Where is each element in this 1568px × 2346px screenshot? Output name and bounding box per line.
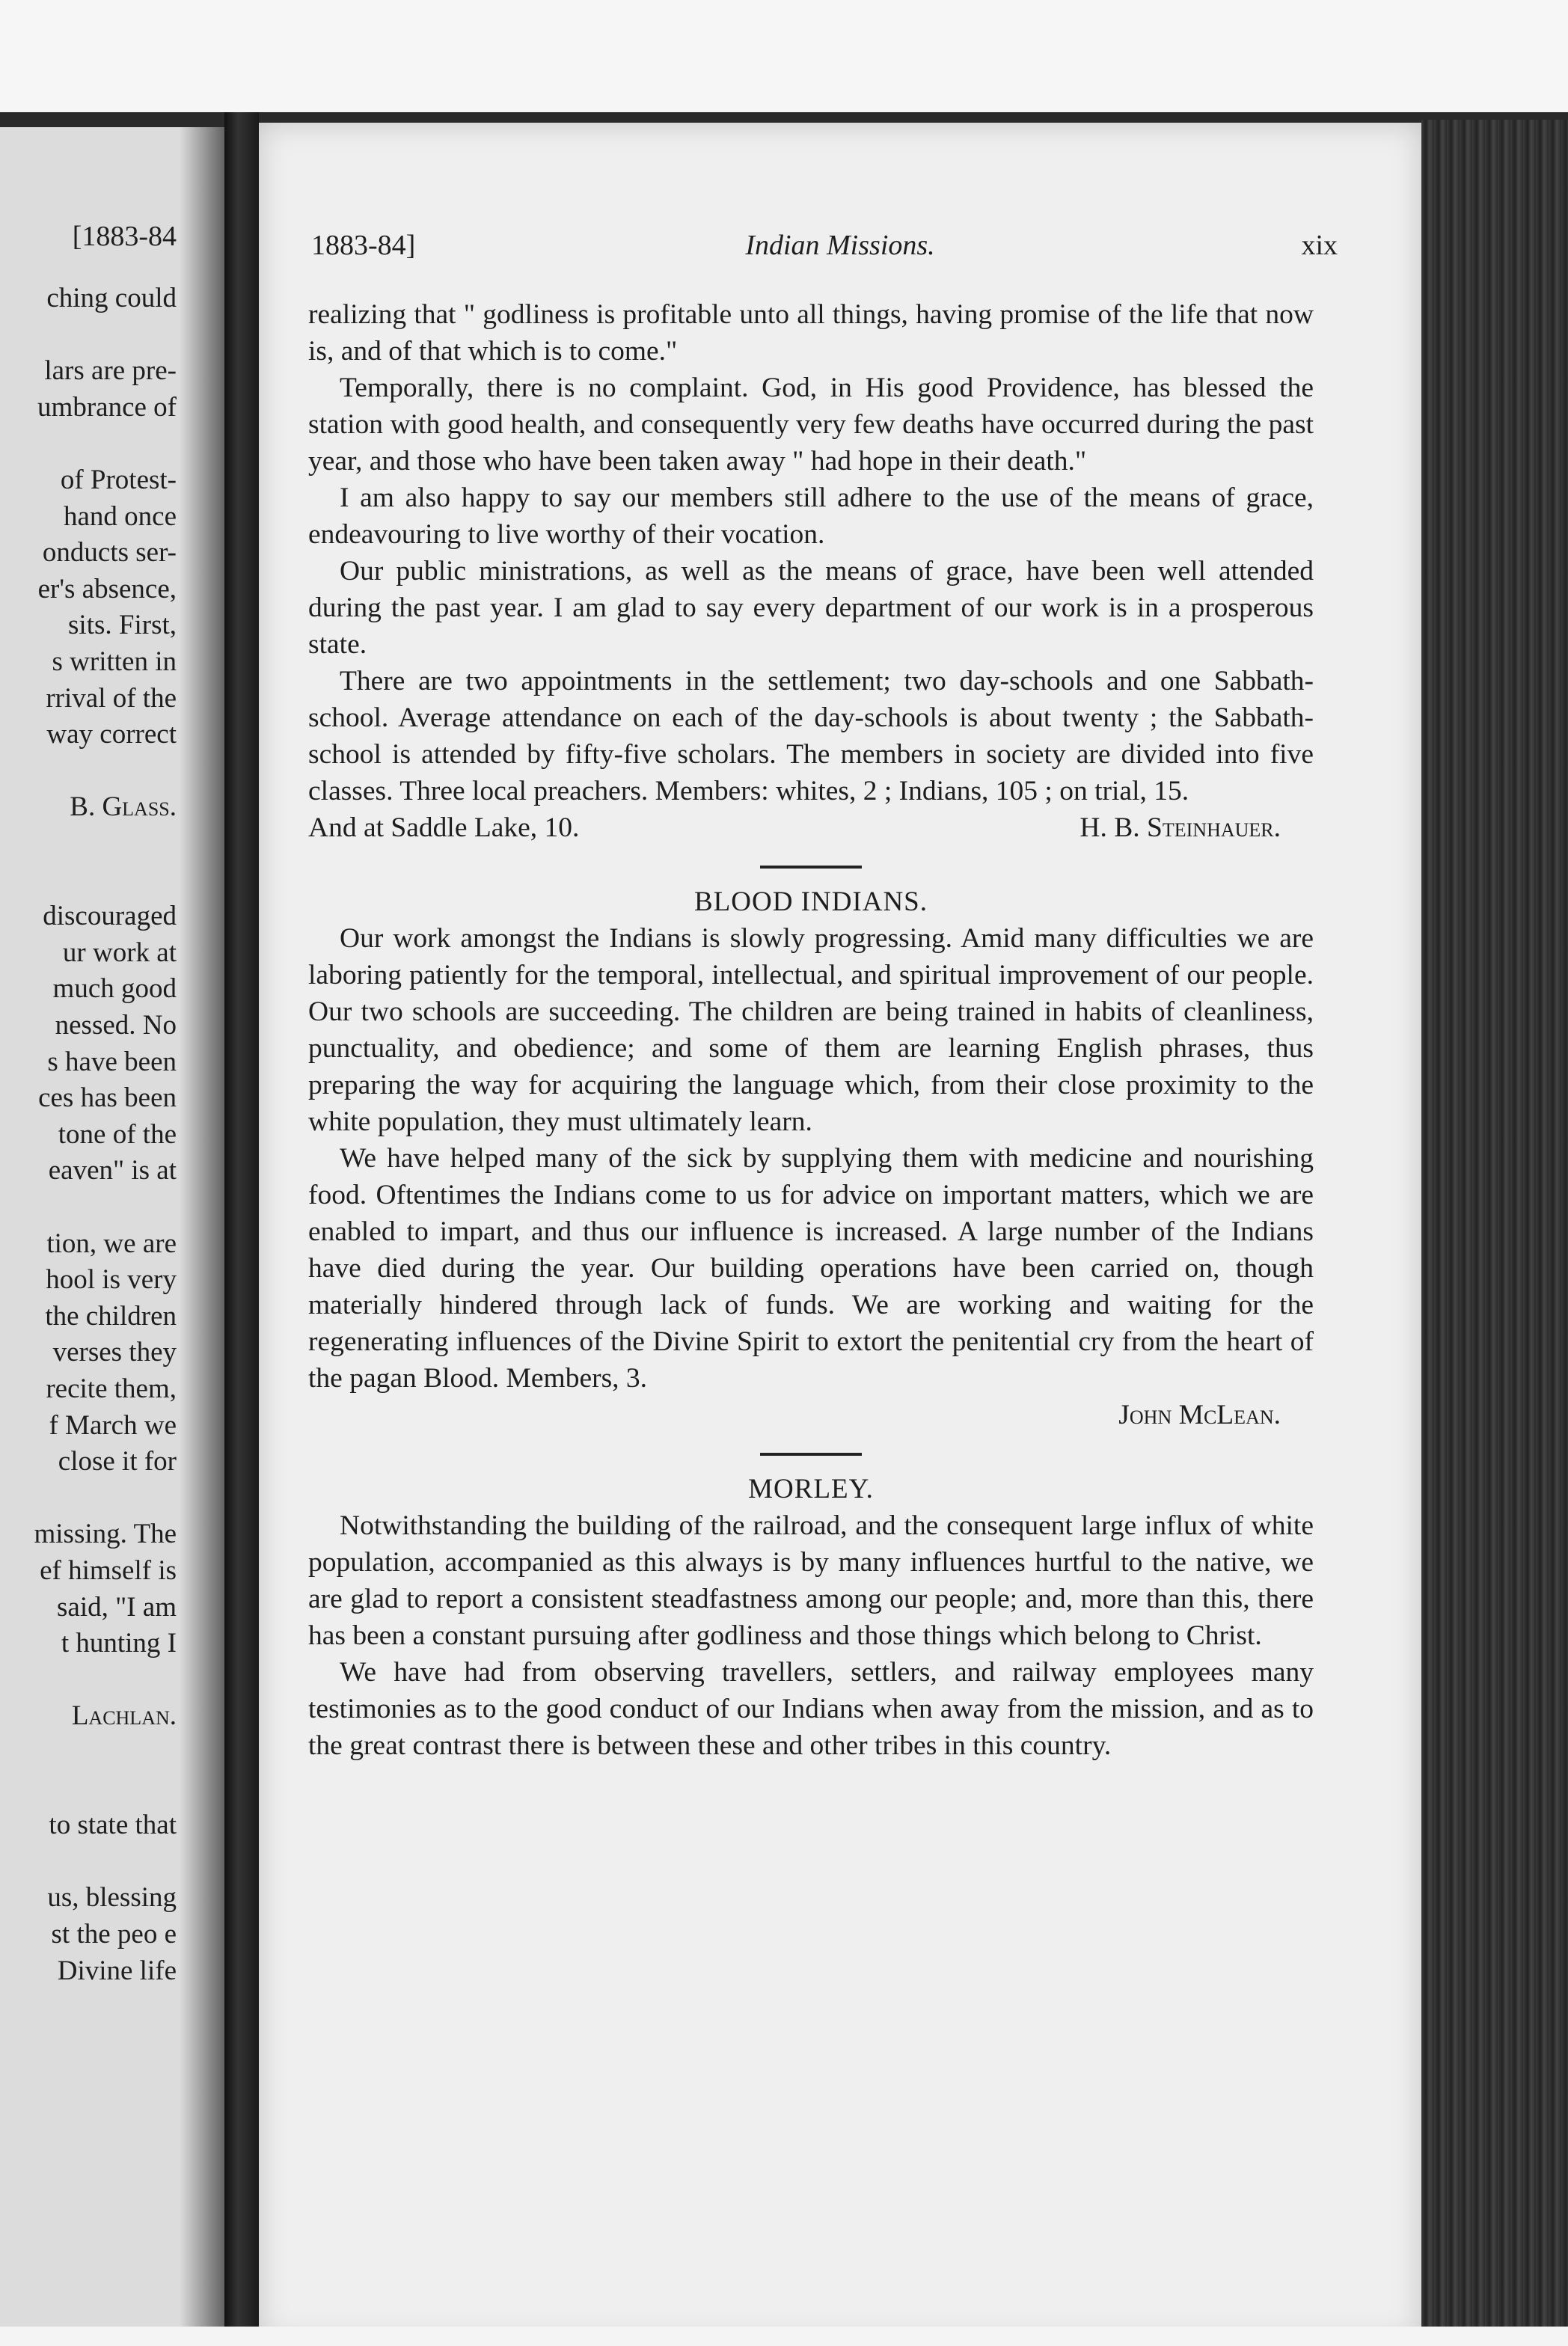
- left-page-header: [1883-84: [72, 221, 177, 252]
- left-page-line: t hunting I: [61, 1628, 177, 1659]
- paragraph: Temporally, there is no complaint. God, in His good Providence, has blessed the station with good health, and consequently very few deaths have occurred during the past year, and those who have been taken away " had hope in their death.": [308, 373, 1314, 477]
- left-page-line: s written in: [52, 646, 177, 677]
- scan-top-margin: [0, 0, 1568, 112]
- signature-line: [308, 1397, 1314, 1433]
- signature-steinhauer: H. B. Steinhauer.: [1079, 812, 1281, 843]
- left-page-line: hool is very: [46, 1264, 177, 1296]
- left-page-line: hand once: [63, 500, 177, 532]
- left-page-line: close it for: [58, 1446, 177, 1477]
- left-page-line: umbrance of: [37, 391, 177, 423]
- left-page-line: tion, we are: [46, 1228, 177, 1259]
- left-page-line: tone of the: [58, 1118, 177, 1150]
- signature-mclean: John McLean.: [1118, 1400, 1281, 1430]
- left-page-line: discouraged: [43, 901, 177, 932]
- left-page-line: f March we: [49, 1409, 177, 1441]
- left-page-line: eaven" is at: [48, 1155, 177, 1186]
- left-page-line: Divine life: [57, 1955, 177, 1986]
- left-page-line: to state that: [49, 1810, 177, 1841]
- left-page-line: much good: [52, 973, 177, 1005]
- section-title-morley: MORLEY.: [748, 1474, 874, 1504]
- left-page-line: er's absence,: [37, 573, 177, 604]
- left-page-line: s have been: [47, 1046, 177, 1077]
- left-page-line: us, blessing: [47, 1882, 177, 1914]
- paragraph: Notwithstanding the building of the railroad, and the consequent large influx of white population, accompanied as this always is by many influences hurtful to the native, we are glad to report a consistent steadfastness among our people; and, more than this, there has been a constant pursuing after godliness and those things which belong to Christ.: [308, 1510, 1314, 1651]
- left-facing-page: [0, 127, 224, 2327]
- scan-bottom-margin: [0, 2327, 1568, 2346]
- left-page-line: ching could: [46, 283, 177, 313]
- book-gutter: [224, 112, 259, 2342]
- left-page-line: ur work at: [62, 937, 177, 968]
- section-divider: [760, 1453, 862, 1456]
- left-page-line: sits. First,: [68, 610, 177, 641]
- signature-note: And at Saddle Lake, 10.: [308, 812, 580, 843]
- left-page-line: onducts ser-: [42, 537, 177, 569]
- left-page-line: nessed. No: [55, 1010, 177, 1041]
- left-page-line: Lachlan.: [71, 1700, 177, 1732]
- page-stack-edge: [1421, 120, 1568, 2346]
- left-page-line: ces has been: [38, 1082, 177, 1114]
- left-page-line: st the peo e: [51, 1919, 177, 1950]
- paragraph: realizing that " godliness is profitable unto all things, having promise of the life that now is, and of that which is to come.": [308, 299, 1314, 367]
- paragraph: There are two appointments in the settlement; two day-schools and one Sabbath-school. Average attendance on each of the day-schools is about twenty ; the Sabbath-school is attended by fifty-five scholars. The members in society are divided into five classes. Three local preachers. Members: whites, 2 ; Indians, 105 ; on trial, 15.: [308, 666, 1314, 806]
- section-title-blood-indians: BLOOD INDIANS.: [693, 886, 928, 917]
- page-body: [308, 296, 1314, 1764]
- left-page-line: said, "I am: [57, 1591, 177, 1623]
- left-page-line: missing. The: [34, 1519, 177, 1550]
- left-page-line: the children: [45, 1300, 177, 1332]
- paragraph: We have had from observing travellers, settlers, and railway employees many testimonies as to the good conduct of our Indians when away from the mission, and as to the great contrast there is between these and other tribes in this country.: [308, 1657, 1314, 1761]
- running-head-title: Indian Missions.: [745, 230, 935, 261]
- left-page-line: B. Glass.: [70, 791, 177, 823]
- left-page-line: verses they: [52, 1337, 177, 1368]
- left-page-line: lars are pre-: [44, 355, 177, 387]
- paragraph: We have helped many of the sick by supplying them with medicine and nourishing food. Oftentimes the Indians come to us for advice on important matters, which we are enabled to impart, and thus our influence is increased. A large number of the Indians have died during the year. Our building operations have been carried on, though materially hindered through lack of funds. We are working and waiting for the regenerating influences of the Divine Spirit to extort the penitential cry from the heart of the pagan Blood. Members, 3.: [308, 1143, 1314, 1394]
- main-page: [259, 123, 1421, 2342]
- left-page-line: recite them,: [46, 1373, 177, 1404]
- left-page-line: of Protest-: [60, 465, 177, 495]
- paragraph: Our public ministrations, as well as the means of grace, have been well attended during the past year. I am glad to say every department of our work is in a prosperous state.: [308, 556, 1314, 660]
- left-page-shadow: [180, 127, 224, 2327]
- section-divider: [760, 866, 862, 869]
- left-page-line: rrival of the: [46, 682, 177, 714]
- running-head-year: 1883-84]: [311, 230, 416, 261]
- paragraph: Our work amongst the Indians is slowly progressing. Amid many difficulties we are laboring patiently for the temporal, intellectual, and spiritual improvement of our people. Our two schools are succeeding. The children are being trained in habits of cleanliness, punctuality, and obedience; and some of them are learning English phrases, thus preparing the way for acquiring the language which, from their close proximity to the white population, they must ultimately learn.: [308, 923, 1314, 1137]
- page-number: xix: [1301, 230, 1338, 261]
- left-page-line: ef himself is: [40, 1555, 177, 1586]
- paragraph: I am also happy to say our members still adhere to the use of the means of grace, endeavouring to live worthy of their vocation.: [308, 483, 1314, 550]
- left-page-line: way correct: [46, 719, 177, 750]
- signature-line: [308, 809, 1314, 846]
